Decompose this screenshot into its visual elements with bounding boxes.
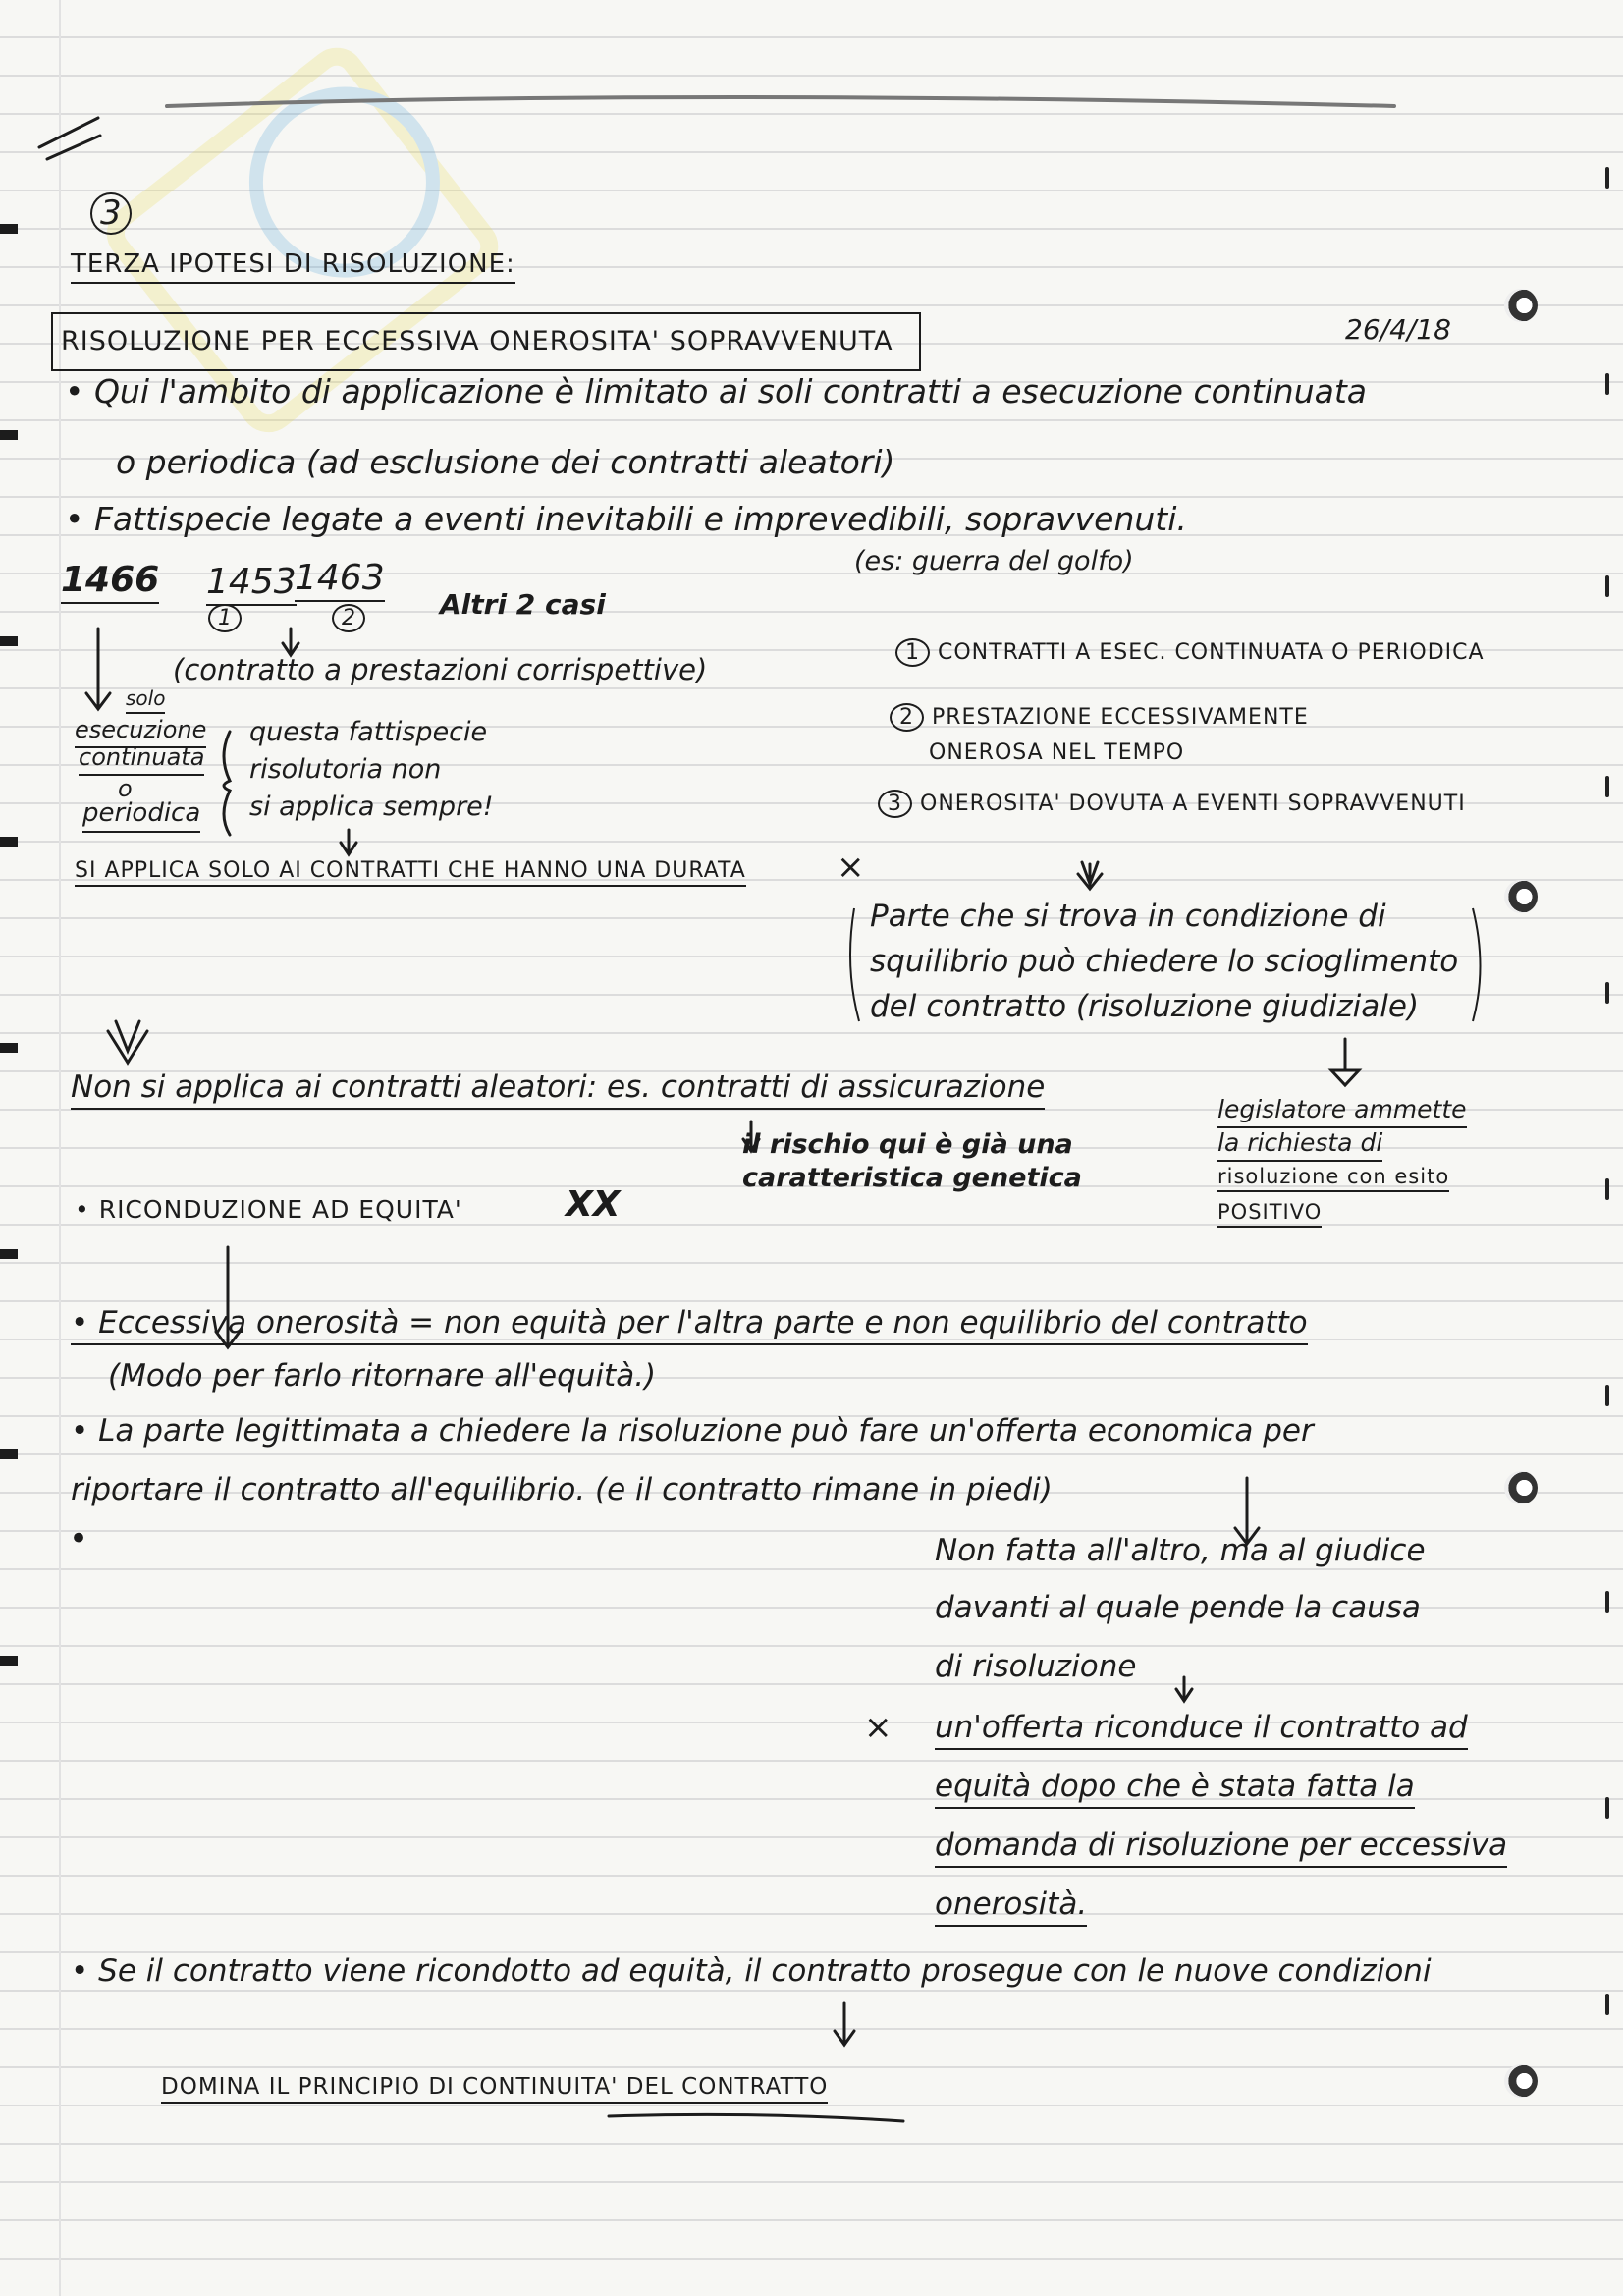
parte-legittimata-2: riportare il contratto all'equilibrio. (e il contratto rimane in piedi) [71, 1472, 1053, 1507]
date: 26/4/18 [1345, 313, 1451, 346]
parte-legittimata-1: • La parte legittimata a chiedere la risoluzione può fare un'offerta economica per [71, 1413, 1314, 1449]
arrow-si-applica [341, 830, 356, 854]
line-periodica: o periodica (ad esclusione dei contratti aleatori) [116, 443, 895, 481]
article-1453: 1453 [206, 562, 297, 606]
non-fatta-2: davanti al quale pende la causa [935, 1590, 1421, 1625]
marker-2: 2 [332, 604, 365, 632]
brace-text-1: questa fattispecie [249, 717, 488, 747]
eccessiva-onerosita: • Eccessiva onerosità = non equità per l'altra parte e non equilibrio del contratto [71, 1306, 1308, 1345]
label-continuata: continuata [79, 744, 204, 776]
se-contratto: • Se il contratto viene ricondotto ad equità, il contratto prosegue con le nuove condizioni [71, 1953, 1432, 1989]
non-si-applica: Non si applica ai contratti aleatori: es. contratti di assicurazione [71, 1070, 1045, 1110]
article-1463: 1463 [295, 558, 385, 602]
x-mark-2: × [864, 1708, 893, 1747]
arrow-legislatore [1331, 1039, 1359, 1085]
double-arrow-left [108, 1021, 147, 1063]
label-periodica: periodica [82, 799, 200, 833]
esempio-guerra: (es: guerra del golfo) [854, 546, 1134, 576]
offerta-4: onerosità. [935, 1887, 1087, 1927]
non-fatta-3: di risoluzione [935, 1649, 1137, 1684]
brace-text-3: si applica sempre! [249, 792, 494, 822]
requirement-2-cont: ONEROSA NEL TEMPO [929, 740, 1185, 765]
label-solo: solo [126, 687, 165, 714]
arrow-risoluzione [1176, 1677, 1192, 1701]
non-fatta-1: Non fatta all'altro, ma al giudice [935, 1533, 1426, 1568]
underline-domina-wave [609, 2114, 903, 2121]
empty-bullet: • [69, 1519, 89, 1558]
legislatore-3: risoluzione con esito [1217, 1165, 1449, 1192]
requirement-3: 3 ONEROSITA' DOVUTA A EVENTI SOPRAVVENUTI [878, 792, 1466, 816]
line-fattispecie: • Fattispecie legate a eventi inevitabili e imprevedibili, sopravvenuti. [65, 500, 1187, 538]
parte-3: del contratto (risoluzione giudiziale) [870, 989, 1420, 1024]
riconduzione-heading: • RICONDUZIONE AD EQUITA' [75, 1195, 462, 1224]
si-applica: SI APPLICA SOLO AI CONTRATTI CHE HANNO UNA DURATA [75, 858, 746, 887]
offerta-1: un'offerta riconduce il contratto ad [935, 1711, 1468, 1750]
offerta-3: domanda di risoluzione per eccessiva [935, 1829, 1507, 1868]
section-heading: TERZA IPOTESI DI RISOLUZIONE: [71, 250, 515, 284]
arrow-1463 [283, 629, 298, 655]
brace-text-2: risolutoria non [249, 754, 442, 785]
legislatore-4: POSITIVO [1217, 1200, 1322, 1228]
brace-left [224, 732, 230, 835]
legislatore-2: la richiesta di [1217, 1129, 1382, 1162]
parte-2: squilibrio può chiedere lo scioglimento [870, 944, 1459, 979]
paren-right [1473, 908, 1481, 1021]
req-marker: 2 [890, 703, 924, 732]
paren-left [850, 908, 859, 1021]
marker-1: 1 [208, 604, 242, 632]
corner-slash [39, 118, 100, 159]
top-line [167, 97, 1394, 106]
domina-principio: DOMINA IL PRINCIPIO DI CONTINUITA' DEL CONTRATTO [161, 2074, 828, 2104]
x-mark: × [837, 847, 865, 887]
req-marker: 1 [895, 638, 930, 667]
legislatore-1: legislatore ammette [1217, 1096, 1467, 1128]
article-1466: 1466 [61, 560, 159, 604]
offerta-2: equità dopo che è stata fatta la [935, 1770, 1415, 1809]
requirement-1: 1 CONTRATTI A ESEC. CONTINUATA O PERIODICA [895, 640, 1485, 665]
altri-casi: Altri 2 casi [440, 588, 606, 621]
arrow-solo [86, 629, 110, 709]
modo-equita: (Modo per farlo ritornare all'equità.) [108, 1358, 657, 1394]
page-number: 3 [90, 192, 132, 235]
label-esecuzione: esecuzione [75, 717, 206, 748]
parte-1: Parte che si trova in condizione di [870, 899, 1386, 934]
double-arrow-right [1078, 862, 1102, 889]
req-marker: 3 [878, 790, 912, 818]
xx-mark: XX [566, 1184, 621, 1225]
boxed-title: RISOLUZIONE PER ECCESSIVA ONEROSITA' SOPRAVVENUTA [61, 326, 893, 356]
rischio-2: caratteristica genetica [742, 1163, 1082, 1193]
arrow-prosegue [835, 2003, 854, 2045]
contratto-prestazioni: (contratto a prestazioni corrispettive) [173, 653, 708, 686]
line-ambito: • Qui l'ambito di applicazione è limitato ai soli contratti a esecuzione continuata [65, 372, 1368, 410]
rischio-1: il rischio qui è già una [742, 1129, 1073, 1160]
requirement-2: 2 PRESTAZIONE ECCESSIVAMENTE [890, 705, 1309, 730]
label-o: o [118, 775, 133, 802]
